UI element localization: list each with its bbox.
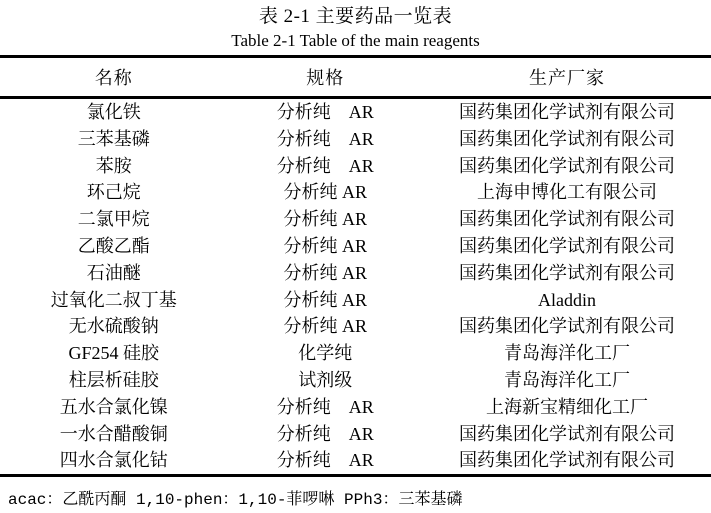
cell-reagent-name: 一水合醋酸铜 <box>59 423 168 444</box>
table-title-english: Table 2-1 Table of the main reagents <box>231 31 480 50</box>
footnote: acac：乙酰丙酮 1,10-phen：1,10-菲啰啉 PPh3：三苯基磷 <box>8 491 463 510</box>
table-title-chinese: 表 2-1 主要药品一览表 <box>258 6 453 27</box>
cell-manufacturer: 国药集团化学试剂有限公司 <box>459 262 676 283</box>
cell-reagent-name: 柱层析硅胶 <box>68 369 159 390</box>
cell-specification: 分析纯 AR <box>283 316 368 337</box>
cell-specification: 分析纯 AR <box>283 289 368 310</box>
cell-reagent-name: 乙酸乙酯 <box>77 235 150 256</box>
cell-specification: 分析纯 AR <box>276 450 374 471</box>
column-header-name: 名称 <box>0 57 228 98</box>
column-header-specification: 规格 <box>228 57 424 98</box>
table-row <box>0 447 711 475</box>
table-row <box>0 126 711 153</box>
cell-manufacturer: 国药集团化学试剂有限公司 <box>459 450 676 471</box>
cell-specification: 分析纯 AR <box>283 209 368 230</box>
table-row <box>0 287 711 314</box>
reagents-table <box>0 55 711 477</box>
cell-specification: 分析纯 AR <box>276 423 374 444</box>
cell-manufacturer: 国药集团化学试剂有限公司 <box>459 423 676 444</box>
cell-specification: 试剂级 <box>298 369 353 390</box>
table-row <box>0 233 711 260</box>
cell-manufacturer: 国药集团化学试剂有限公司 <box>459 209 676 230</box>
cell-reagent-name: 过氧化二叔丁基 <box>50 289 177 310</box>
cell-specification: 分析纯 AR <box>283 182 368 203</box>
cell-specification: 分析纯 AR <box>283 235 368 256</box>
cell-manufacturer: 国药集团化学试剂有限公司 <box>459 155 676 176</box>
table-row <box>0 206 711 233</box>
table-row <box>0 313 711 340</box>
cell-specification: 化学纯 <box>298 343 353 364</box>
cell-specification: 分析纯 AR <box>283 262 368 283</box>
table-row <box>0 367 711 394</box>
table-row <box>0 340 711 367</box>
cell-reagent-name: 五水合氯化镍 <box>59 396 168 417</box>
table-row <box>0 394 711 421</box>
cell-manufacturer: 国药集团化学试剂有限公司 <box>459 102 676 122</box>
cell-manufacturer: 上海申博化工有限公司 <box>477 182 658 203</box>
cell-manufacturer: 青岛海洋化工厂 <box>504 369 631 390</box>
cell-reagent-name: 二氯甲烷 <box>77 209 150 230</box>
cell-manufacturer: 上海新宝精细化工厂 <box>486 396 649 417</box>
cell-reagent-name: 氯化铁 <box>86 102 141 122</box>
cell-manufacturer: 国药集团化学试剂有限公司 <box>459 235 676 256</box>
column-header-manufacturer: 生产厂家 <box>423 57 711 98</box>
table-row <box>0 179 711 206</box>
cell-reagent-name: 石油醚 <box>86 262 141 283</box>
cell-reagent-name: 三苯基磷 <box>77 128 150 149</box>
cell-reagent-name: 苯胺 <box>95 155 132 176</box>
table-row <box>0 260 711 287</box>
cell-reagent-name: 四水合氯化钴 <box>59 450 168 471</box>
cell-manufacturer: 国药集团化学试剂有限公司 <box>459 316 676 337</box>
table-row <box>0 153 711 180</box>
cell-specification: 分析纯 AR <box>276 128 374 149</box>
cell-reagent-name: 环己烷 <box>86 182 141 203</box>
table-row <box>0 421 711 448</box>
cell-specification: 分析纯 AR <box>276 155 374 176</box>
cell-manufacturer: 国药集团化学试剂有限公司 <box>459 128 676 149</box>
cell-specification: 分析纯 AR <box>276 396 374 417</box>
table-header-row <box>0 57 711 98</box>
cell-reagent-name: GF254 硅胶 <box>68 343 160 364</box>
table-body <box>0 98 711 476</box>
table-row <box>0 98 711 126</box>
cell-reagent-name: 无水硫酸钠 <box>68 316 159 337</box>
cell-manufacturer: 青岛海洋化工厂 <box>504 343 631 364</box>
cell-manufacturer: Aladdin <box>538 289 597 310</box>
cell-specification: 分析纯 AR <box>276 102 374 122</box>
